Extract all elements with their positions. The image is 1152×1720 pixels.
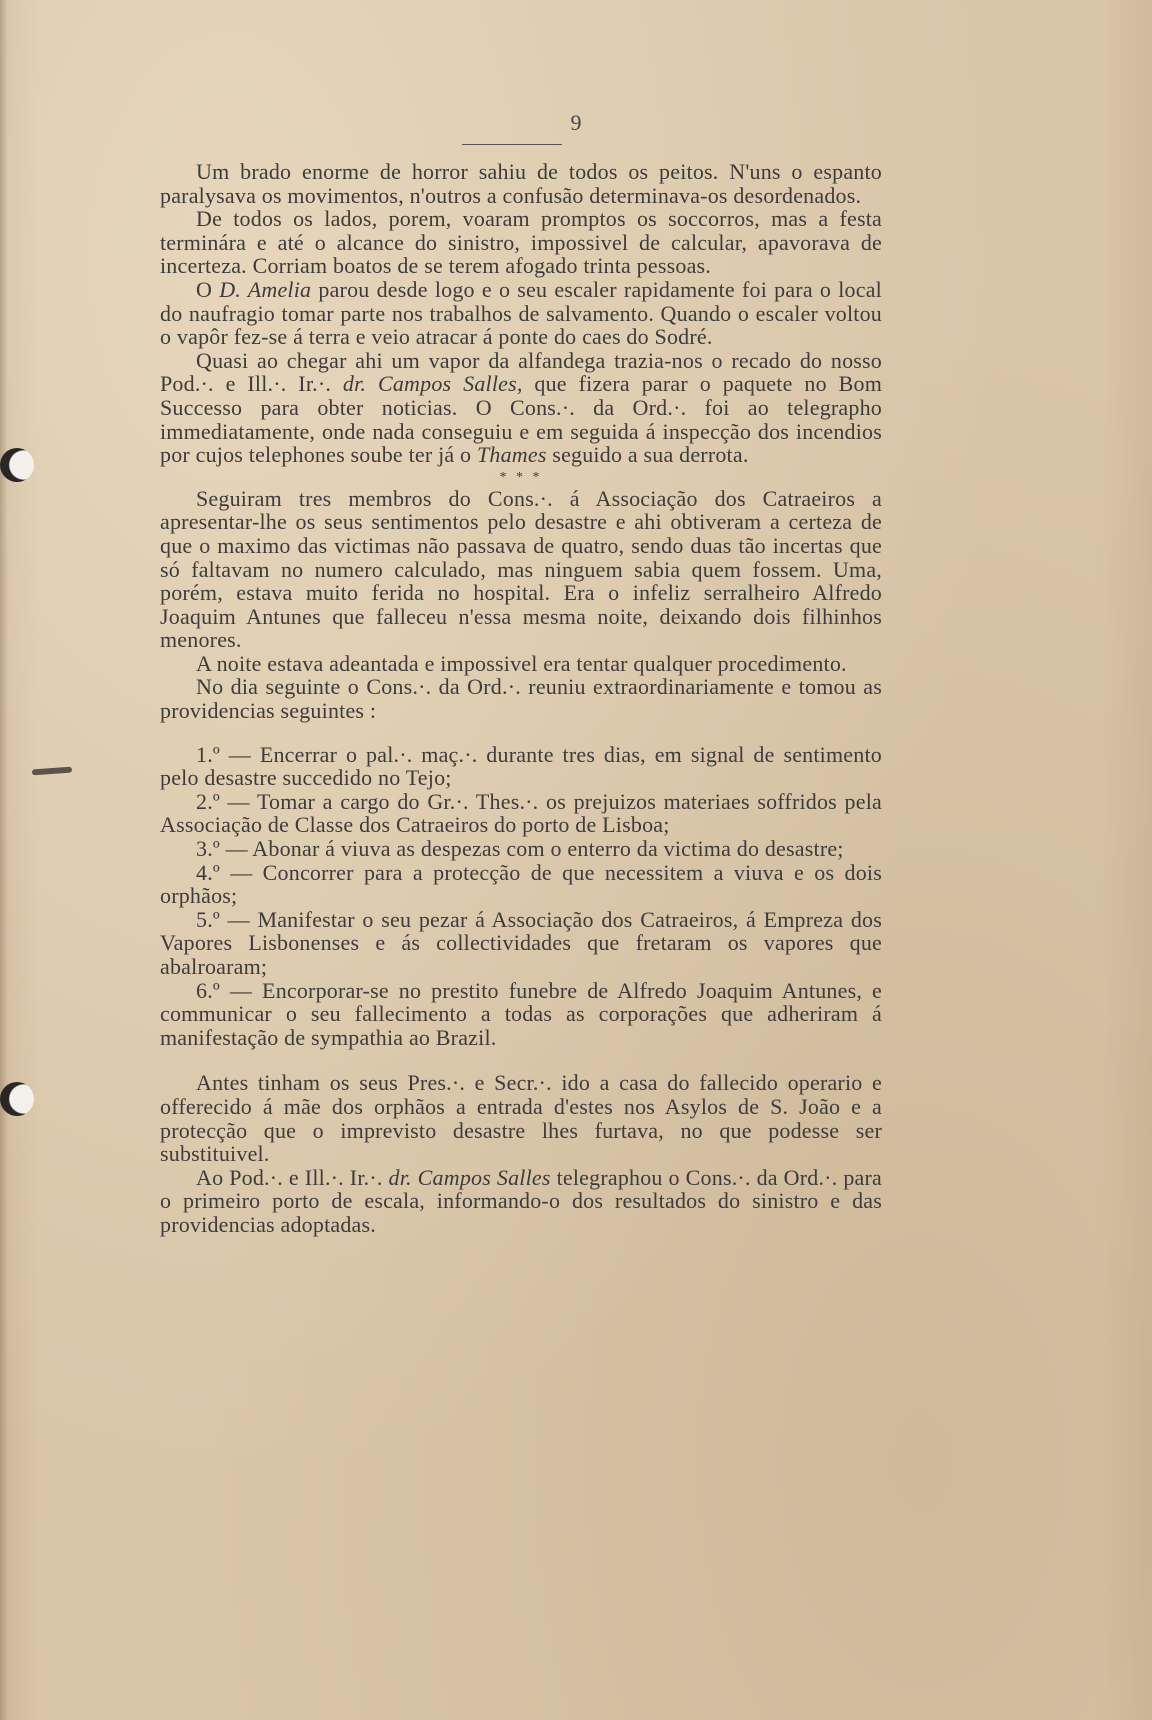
binding-hole-upper <box>0 448 34 482</box>
paragraph: Antes tinham os seus Pres.·. e Secr.·. ido a casa do fallecido operario e offerecido á mãe dos orphãos a entrada d'estes nos Asylos de S. João e a protecção que o imprevisto desastre lhes furtava, no que podesse ser substituivel. <box>160 1070 882 1167</box>
paragraph: A noite estava adeantada e impossivel era tentar qualquer procedimento. <box>196 650 847 676</box>
binding-hole-lower <box>0 1082 34 1116</box>
text-run: telegraphou o Cons.·. da Ord.·. para o primeiro porto de escala, informando-o dos resultados do sinistro e das providencias adoptadas. <box>160 1164 882 1237</box>
resolution-item: 5.º — Manifestar o seu pezar á Associação dos Catraeiros, á Empreza dos Vapores Lisbonenses e ás collectividades que fretaram os vapores que abalroaram; <box>160 906 882 979</box>
resolution-item: 3.º — Abonar á viuva as despezas com o enterro da victima do desastre; <box>196 836 844 862</box>
paragraph: Seguiram tres membros do Cons.·. á Associação dos Catraeiros a apresentar-lhe os seus sentimentos pelo desastre e ahi obtiveram a certeza de que o maximo das victimas não passava de quatro, sendo duas tão incertas que só faltavam no numero calculado, mas ninguem sabia quem fossem. Uma, porém, estava muito ferida no hospital. Era o infeliz serralheiro Alfredo Joaquim Antunes que falleceu n'essa mesma noite, deixando dois filhinhos menores. <box>160 485 882 653</box>
page-number: 9 <box>570 110 582 135</box>
ship-name-italic: Thames <box>476 442 547 468</box>
resolution-item: 1.º — Encerrar o pal.·. maç.·. durante tres dias, em signal de sentimento pelo desastre succedido no Tejo; <box>160 741 882 791</box>
resolution-item: 2.º — Tomar a cargo do Gr.·. Thes.·. os prejuizos materiaes soffridos pela Associação de Classe dos Catraeiros do porto de Lisboa; <box>160 788 882 838</box>
ink-smudge <box>32 767 72 776</box>
text-run: Ao Pod.·. e Ill.·. Ir.·. <box>196 1164 389 1190</box>
text-run: seguido a sua derrota. <box>546 442 749 468</box>
page-edge-shadow <box>0 0 8 1720</box>
body-text <box>160 160 882 1237</box>
person-name-italic: dr. Campos Salles, <box>342 371 523 397</box>
resolution-item: 4.º — Concorrer para a protecção de que necessitem a viuva e os dois orphãos; <box>160 859 882 909</box>
paragraph: De todos os lados, porem, voaram promptos os soccorros, mas a festa terminára e até o alcance do sinistro, impossivel de calcular, apavorava de incerteza. Corriam boatos de se terem afogado trinta pessoas. <box>160 206 882 279</box>
text-run: Quasi ao chegar ahi um vapor da alfandega trazia-nos o recado do nosso Pod.·. e Ill.·. Ir.·. <box>160 347 882 397</box>
person-name-italic: dr. Campos Salles <box>388 1164 551 1190</box>
ship-name-italic: D. Amelia <box>219 276 312 302</box>
text-run: parou desde logo e o seu escaler rapidamente foi para o local do naufragio tomar parte nos trabalhos de salvamento. Quando o escaler voltou o vapôr fez-se á terra e veio atracar á ponte do caes do Sodré. <box>160 276 882 350</box>
text-run: que fizera parar o paquete no Bom Successo para obter noticias. O Cons.·. da Ord.·. foi ao telegrapho immediatamente, onde nada conseguiu e em seguida á inspecção dos incendios por cujos telephones soube ter já o <box>160 371 883 468</box>
paragraph <box>160 349 882 467</box>
paragraph <box>160 278 882 349</box>
paragraph <box>160 1166 882 1237</box>
resolution-item: 6.º — Encorporar-se no prestito funebre de Alfredo Joaquim Antunes, e communicar o seu fallecimento a todas as corporações que adheriram á manifestação de sympathia ao Brazil. <box>160 977 882 1050</box>
text-run: O <box>196 276 220 302</box>
section-asterism: * * * <box>499 469 543 485</box>
resolutions-list <box>160 743 882 1050</box>
paragraph: No dia seguinte o Cons.·. da Ord.·. reuniu extraordinariamente e tomou as providencias seguintes : <box>160 674 882 724</box>
page-number-rule <box>462 144 562 145</box>
paragraph: Um brado enorme de horror sahiu de todos os peitos. N'uns o espanto paralysava os movimentos, n'outros a confusão determinava-os desordenados. <box>160 159 882 208</box>
